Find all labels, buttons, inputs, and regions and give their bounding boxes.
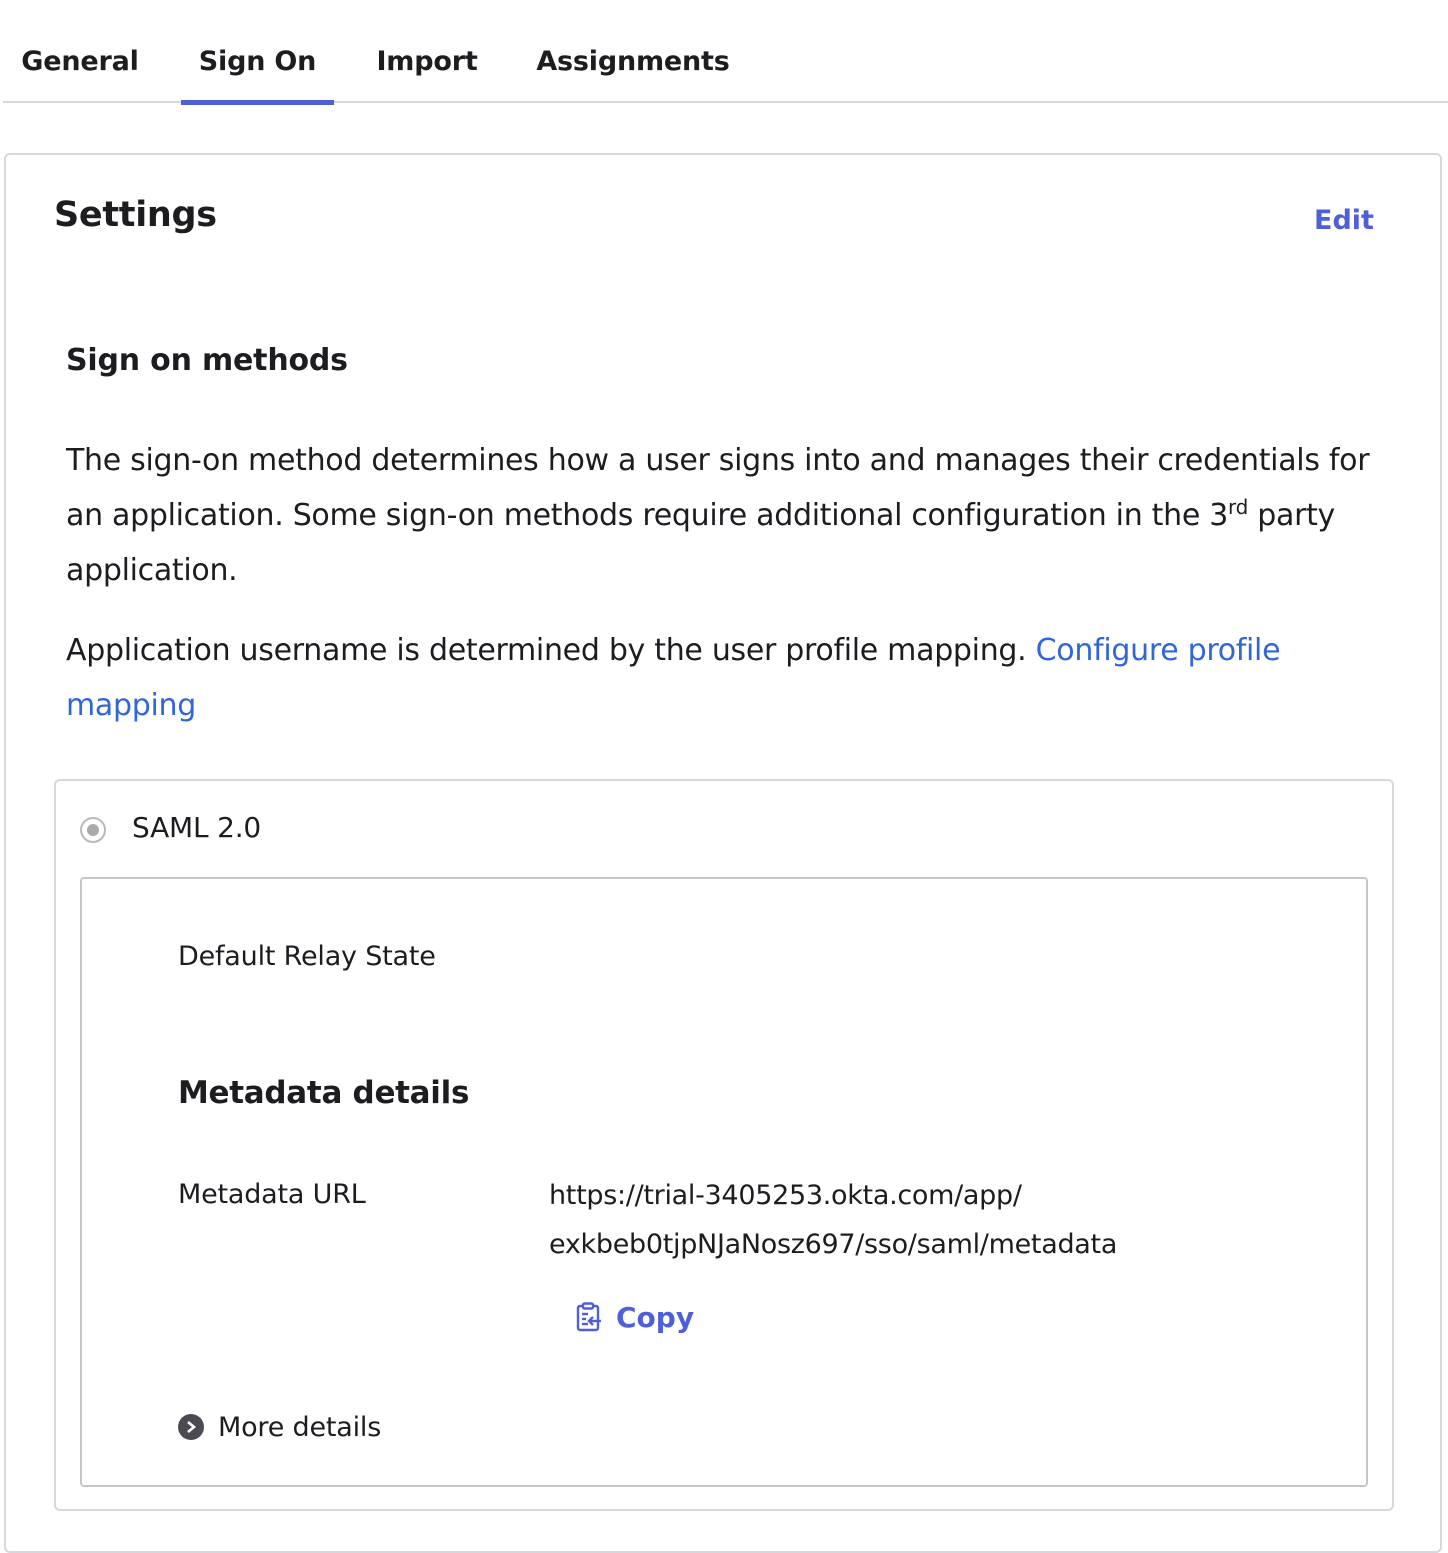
metadata-details-title: Metadata details bbox=[178, 1075, 470, 1111]
username-mapping-label: Application username is determined by the user profile mapping. bbox=[66, 633, 1036, 668]
metadata-url-value bbox=[549, 1171, 1269, 1269]
tab-assignments[interactable]: Assignments bbox=[536, 46, 730, 77]
tab-bar bbox=[3, 0, 1448, 103]
sign-on-description bbox=[66, 433, 1386, 598]
more-details-label: More details bbox=[218, 1411, 382, 1443]
settings-title: Settings bbox=[54, 195, 217, 235]
default-relay-state-label: Default Relay State bbox=[178, 941, 436, 972]
description-text-2: party application. bbox=[66, 498, 1336, 588]
metadata-url-label: Metadata URL bbox=[178, 1179, 366, 1210]
description-text-1: The sign-on method determines how a user signs into and manages their credentials for an application. Some sign-on methods require additional configuration in the 3 bbox=[66, 443, 1370, 533]
configure-profile-mapping-link[interactable]: Configure profile mapping bbox=[66, 633, 1281, 723]
tab-import[interactable]: Import bbox=[376, 46, 478, 77]
saml-radio-label[interactable]: SAML 2.0 bbox=[132, 811, 262, 844]
description-superscript: rd bbox=[1228, 495, 1248, 519]
copy-button[interactable] bbox=[576, 1297, 694, 1337]
sign-on-methods-title: Sign on methods bbox=[66, 343, 348, 378]
saml-details-box bbox=[80, 877, 1368, 1487]
chevron-right-icon bbox=[178, 1414, 204, 1440]
settings-card bbox=[4, 153, 1442, 1553]
metadata-url-line-2: exkbeb0tjpNJaNosz697/sso/saml/metadata bbox=[549, 1229, 1118, 1260]
tab-general[interactable]: General bbox=[21, 46, 139, 77]
tab-sign-on[interactable]: Sign On bbox=[181, 0, 334, 103]
username-mapping-text bbox=[66, 623, 1386, 733]
edit-button[interactable]: Edit bbox=[1314, 205, 1374, 236]
more-details-toggle[interactable] bbox=[178, 1409, 381, 1445]
saml-method-box bbox=[54, 779, 1394, 1511]
copy-label: Copy bbox=[616, 1300, 695, 1334]
metadata-url-line-1: https://trial-3405253.okta.com/app/ bbox=[549, 1180, 1022, 1211]
clipboard-icon bbox=[576, 1302, 602, 1332]
saml-radio-button[interactable] bbox=[80, 817, 106, 843]
